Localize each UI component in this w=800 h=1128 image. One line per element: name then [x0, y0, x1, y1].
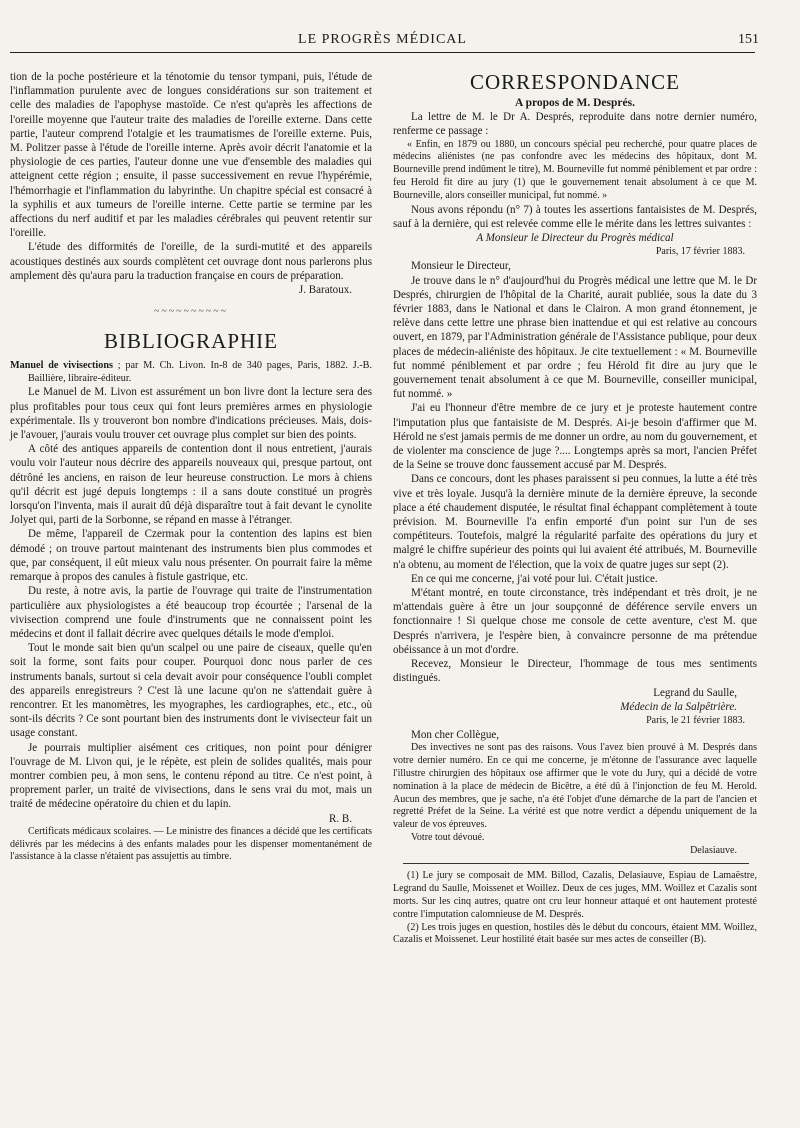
- biblio-paragraph: A côté des antiques appareils de contention dont il nous entretient, j'aurais voulu voir l'auteur nous décrire des appareils nouveaux qui, presque partout, ont détrôné les anciens, en raison de leur heureuse construction. Le mors à chiens qu'il décrit est jugé depuis longtemps : il a sans doute constitué un progrès lorsqu'on l'inventa, mais il aurait dû déjà disparaître tout à fait devant le cynolite Jolyet qui, parti de la Sorbonne, se répand en masse à l'étranger.: [10, 443, 372, 527]
- correspondence-heading: CORRESPONDANCE: [469, 70, 681, 94]
- biblio-paragraph: Je pourrais multiplier aisément ces critiques, non point pour dénigrer l'ouvrage de M. Livon qui, je le répète, est plein de solides qualités, mais pour montrer combien peu, à mon sens, le contenu répond au titre. Ce n'est point, à proprement parler, un traité de vivisections, dans le sens vrai du mot, mais un traité de médecine opératoire du chien et du lapin.: [10, 741, 372, 811]
- review-signature: J. Baratoux.: [298, 284, 352, 297]
- letter-address: A Monsieur le Directeur du Progrès médical: [476, 232, 674, 244]
- letter-salutation: Monsieur le Directeur,: [411, 260, 511, 273]
- book-title: Manuel de vivisections: [10, 360, 113, 372]
- footnote: (2) Les trois juges en question, hostiles dès le début du concours, étaient MM. Woillez, Cazalis et Moissenet. Leur hostilité était basée sur mes actes de conseiller (B).: [393, 921, 757, 946]
- letter-paragraph: Recevez, Monsieur le Directeur, l'hommage de tous mes sentiments distingués.: [393, 658, 757, 685]
- letter-paragraph: Je trouve dans le n° d'aujourd'hui du Progrès médical une lettre que M. le Dr Després, chirurgien de l'hôpital de la Charité, aurait publiée, sous la date du 3 février 1883, dans le National et dans le Clairon. A mon grand étonnement, je relève dans cette lettre une phrase bien inattendue et qui est relative au concours ouvert, en 1879, par l'Administration générale de l'Assistance publique, pour deux places de médecin-aliéniste des hôpitaux. Je cite textuellement : « M. Bourneville fut nommé péniblement et par ordre ; feu Hérold fit dire au jury que le gouvernement tenait absolument à ce que M. Bourneville, conseiller municipal, fut nommé. »: [393, 274, 757, 401]
- right-column: [393, 70, 757, 947]
- running-title: LE PROGRÈS MÉDICAL: [298, 32, 467, 47]
- page-header: [10, 30, 759, 53]
- second-letter-closing: Votre tout dévoué.: [411, 831, 485, 843]
- second-letter-date: Paris, le 21 février 1883.: [646, 714, 745, 726]
- letter-date: Paris, 17 février 1883.: [655, 246, 745, 258]
- review-paragraph: L'étude des difformités de l'oreille, de la surdi-mutité et des appareils acoustiques destinés aux sourds complètent cet ouvrage dont nous parlerons plus amplement dès qu'aura paru la traduction française en cours de préparation.: [10, 241, 372, 282]
- biblio-paragraph: Tout le monde sait bien qu'un scalpel ou une paire de ciseaux, quelle qu'en soit la forme, sont faits pour couper. Pourquoi donc nous parler de ces instruments banals, surtout si cela devait avoir pour conséquence l'oubli complet des appareils enregistreurs ? C'est là une lacune qu'on ne s'attendait guère à rencontrer. Et les manomètres, les myographes, les cardiographes, etc., etc., où sont-ils décrits ? Ce sont pourtant bien des instruments dont le vivisecteur fait un usage constant.: [10, 642, 372, 740]
- section-divider-ornament: ~~~~~~~~~~: [153, 306, 229, 318]
- editor-response: Nous avons répondu (n° 7) à toutes les assertions fantaisistes de M. Després, sauf à la dernière, qui est relevée comme elle le mérite dans les lettres suivantes :: [393, 203, 757, 230]
- second-letter-signature: Delasiauve.: [690, 844, 737, 856]
- footnote-rule: [403, 863, 749, 864]
- left-column: [10, 70, 372, 864]
- letter-paragraph: J'ai eu l'honneur d'être membre de ce jury et je proteste hautement contre l'imputation plus que fantaisiste de M. Després. Ai-je besoin d'affirmer que M. Hérold ne s'est jamais permis de me donner un ordre, au nom du gouvernement, et de violenter ma conscience de juge ?.... Longtemps après sa mort, l'ancien Préfet de la Seine se trouve donc faussement accusé par M. Després.: [393, 402, 757, 472]
- second-letter-text: Des invectives ne sont pas des raisons. Vous l'avez bien prouvé à M. Després dans votre dernier numéro. En ce qui me concerne, je m'étonne de l'assurance avec laquelle l'illustre chirurgien des hôpitaux ose affirmer que le vote du Jury, qui a décidé de votre nomination à la place de médecin de Bicêtre, a été dû à l'injonction de feu M. Herold. Aucun des membres, que je sache, n'a été l'objet d'une démarche de la part de l'ancien et regretté Préfet de la Seine. La vérité est que notre verdict a dépendu uniquement de la valeur de vos épreuves.: [393, 742, 757, 831]
- letter-signatory-title: Médecin de la Salpêtrière.: [620, 700, 737, 713]
- correspondence-subheading: A propos de M. Després.: [515, 97, 635, 109]
- quoted-passage: « Enfin, en 1879 ou 1880, un concours spécial peu recherché, pour quatre places de médecins aliénistes (ne pas confondre avec les médecins des hôpitaux, dont M. Bourneville prend indûment le titre), M. Bourneville fut nommé péniblement et par ordre : feu Herold fit dire au jury (1) que le gouvernement tenait absolument à ce que M. Bourneville, alors conseiller municipal, fut nommé. »: [393, 138, 757, 201]
- biblio-signature: R. B.: [328, 812, 352, 825]
- letter-paragraph: En ce qui me concerne, j'ai voté pour lui. C'était justice.: [411, 572, 658, 585]
- review-continued-text: tion de la poche postérieure et la ténotomie du tensor tympani, puis, l'étude de l'inflammation purulente avec de longues considérations sur son traitement et celle des maladies de l'apophyse mastoïde. Ce n'est qu'après les affections de l'oreille moyenne que l'auteur traite des maladies de l'oreille externe. Dans cette partie, l'auteur comprend l'otalgie et les traumatismes de l'oreille externe. Puis, M. Politzer passe à l'étude de l'oreille interne. Après avoir décrit l'anatomie et la physiologie de ces parties, l'auteur donne une vue d'ensemble des maladies qui atteignent cette région ; ensuite, il passe successivement en revue l'hypérémie, l'hémorrhagie et l'inflammation du labyrinthe. Un chapitre spécial est consacré à la syphilis et aux tumeurs de l'oreille interne. Cette partie se termine par les affections du nerf auditif et par les maladies cérébrales qui peuvent retentir sur l'oreille.: [10, 71, 372, 240]
- second-letter-salutation: Mon cher Collègue,: [411, 729, 500, 742]
- page-number: 151: [738, 32, 759, 47]
- biblio-paragraph: De même, l'appareil de Czermak pour la contention des lapins est bien démodé ; on trouve partout maintenant des instruments bien plus commodes et que, par conséquent, il eût mieux valu nous présenter. On pourrait faire la même remarque à propos des canules à fistule gastrique, etc.: [10, 528, 372, 584]
- letter-paragraph: Dans ce concours, dont les phases paraissent si peu connues, la lutte a été très vive et très loyale. Jusqu'à la dernière minute de la dernière épreuve, la seconde place a été chaudement disputée, le résultat final échappant complètement à toute prévision. M. Bourneville l'a enfin emporté d'un point sur l'un de ses compétiteurs. Toutefois, malgré la régularité parfaite des opérations du jury et malgré le chiffre supérieur des points qui lui avaient été attribués, M. Bourneville n'a obtenu, au moment de l'élection, que la voix de quatre juges sur sept (2).: [393, 473, 757, 571]
- book-reference: [10, 359, 372, 385]
- correspondence-intro: La lettre de M. le Dr A. Després, reproduite dans notre dernier numéro, renferme ce passage :: [393, 111, 757, 138]
- letter-signature: Legrand du Saulle,: [653, 686, 737, 699]
- letter-paragraph: M'étant montré, en toute circonstance, très indépendant et très droit, je ne m'attendais guère à être un jour soupçonné de déférence servile envers un fonctionnaire ! Si quelque chose me console de cette aventure, c'est M. que Després n'arrivera, je l'espère bien, à convaincre personne de ma prétendue obéissance à un mot d'ordre.: [393, 587, 757, 656]
- bibliography-heading: BIBLIOGRAPHIE: [104, 329, 278, 354]
- book-details: ; par M. Ch. Livon. In-8 de 340 pages, Paris, 1882. J.-B. Baillière, libraire-éditeur.: [28, 360, 372, 385]
- footnote: (1) Le jury se composait de MM. Billod, Cazalis, Delasiauve, Espiau de Lamaëstre, Legrand du Saulle, Moissenet et Woillez. Deux de ces juges, MM. Woillez et Cazalis sont morts. Sur les cinq autres, quatre ont cru leur honneur attaqué et ont hautement protesté contre l'imputation calomnieuse de M. Després.: [393, 870, 757, 920]
- biblio-paragraph: Le Manuel de M. Livon est assurément un bon livre dont la lecture sera des plus profitables pour tous ceux qui font leurs premières armes en physiologie expérimentale. Ils y trouveront bon nombre d'indications précieuses. Mais, dois-je l'avouer, j'aurais voulu trouver cet ouvrage plus complet sur bien des points.: [10, 386, 372, 442]
- school-certificates-notice: Certificats médicaux scolaires. — Le ministre des finances a décidé que les certificats délivrés par les médecins à des enfants malades pour les dispenser momentanément de l'assistance à la classe n'étaient pas assujettis au timbre.: [10, 825, 372, 863]
- biblio-paragraph: Du reste, à notre avis, la partie de l'ouvrage qui traite de l'instrumentation particulière aux physiologistes a été beaucoup trop écourtée ; l'arsenal de la vivisection comprend une foule d'instruments que ne connaissent point les médecins et dont il fallait décrire avec quelques détails le mode d'emploi.: [10, 585, 372, 640]
